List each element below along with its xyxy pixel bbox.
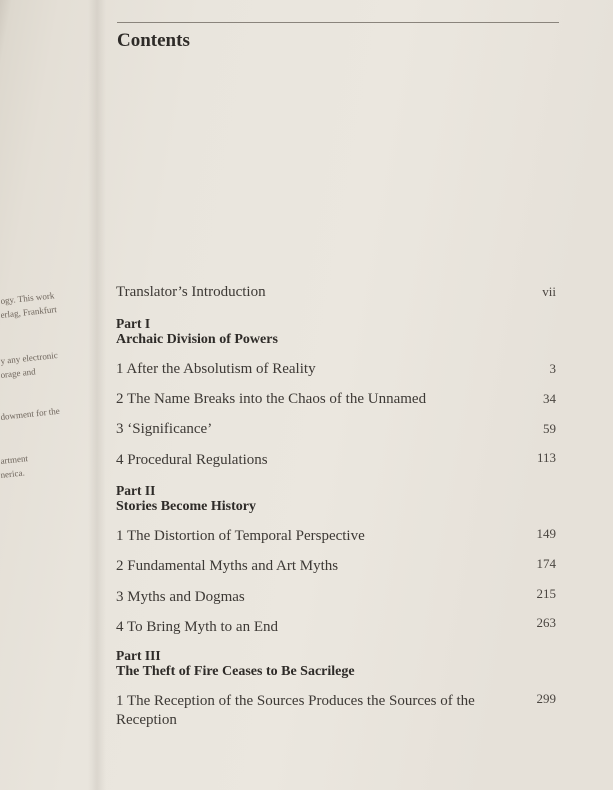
toc-entry-page: 113 xyxy=(536,450,556,465)
toc-entry-label: 1 The Reception of the Sources Produces the Sources of the Reception xyxy=(116,693,475,728)
toc-entry-label: 4 Procedural Regulations xyxy=(116,452,268,468)
toc-entry-page: 299 xyxy=(536,691,556,706)
part-title: Archaic Division of Powers xyxy=(116,332,278,347)
header-rule xyxy=(117,22,559,23)
book-gutter xyxy=(88,0,106,790)
toc-entry-page: 59 xyxy=(543,421,556,436)
facing-page-fragment: erlag, Frankfurt xyxy=(0,304,58,320)
toc-entry-page: vii xyxy=(542,284,556,299)
facing-page-fragment: orage and xyxy=(0,366,37,380)
facing-page-fragment: y any electronic xyxy=(0,349,59,366)
toc-entry-label: 2 Fundamental Myths and Art Myths xyxy=(116,558,339,574)
toc-entry-label: 1 After the Absolutism of Reality xyxy=(116,361,316,377)
toc-entry-page: 263 xyxy=(536,615,556,630)
toc-entry-label: Translator’s Introduction xyxy=(116,284,266,300)
part-title: Stories Become History xyxy=(116,499,256,514)
toc-entry-label: 4 To Bring Myth to an End xyxy=(116,619,279,635)
toc-entry-page: 3 xyxy=(549,361,556,376)
toc-entry-page: 174 xyxy=(536,556,556,571)
page-title: Contents xyxy=(117,30,190,51)
facing-page-fragment: nerica. xyxy=(0,467,26,480)
part-title: The Theft of Fire Ceases to Be Sacrilege xyxy=(116,664,355,679)
facing-page-fragment: artment xyxy=(0,453,29,466)
part-label: Part III xyxy=(116,648,161,663)
toc-entry-page: 149 xyxy=(536,526,556,541)
toc-entry-page: 215 xyxy=(536,586,556,601)
toc-entry-page: 34 xyxy=(543,391,556,406)
toc-entry-label: 3 Myths and Dogmas xyxy=(116,589,245,605)
facing-page-fragment: ogy. This work xyxy=(0,290,55,306)
part-label: Part II xyxy=(116,483,156,498)
toc-entry-label: 3 ‘Significance’ xyxy=(116,421,213,437)
facing-page-fragment: dowment for the xyxy=(0,405,61,422)
toc-entry-label: 1 The Distortion of Temporal Perspective xyxy=(116,528,365,544)
part-label: Part I xyxy=(116,316,151,331)
toc-entry-label: 2 The Name Breaks into the Chaos of the Unnamed xyxy=(116,391,427,407)
